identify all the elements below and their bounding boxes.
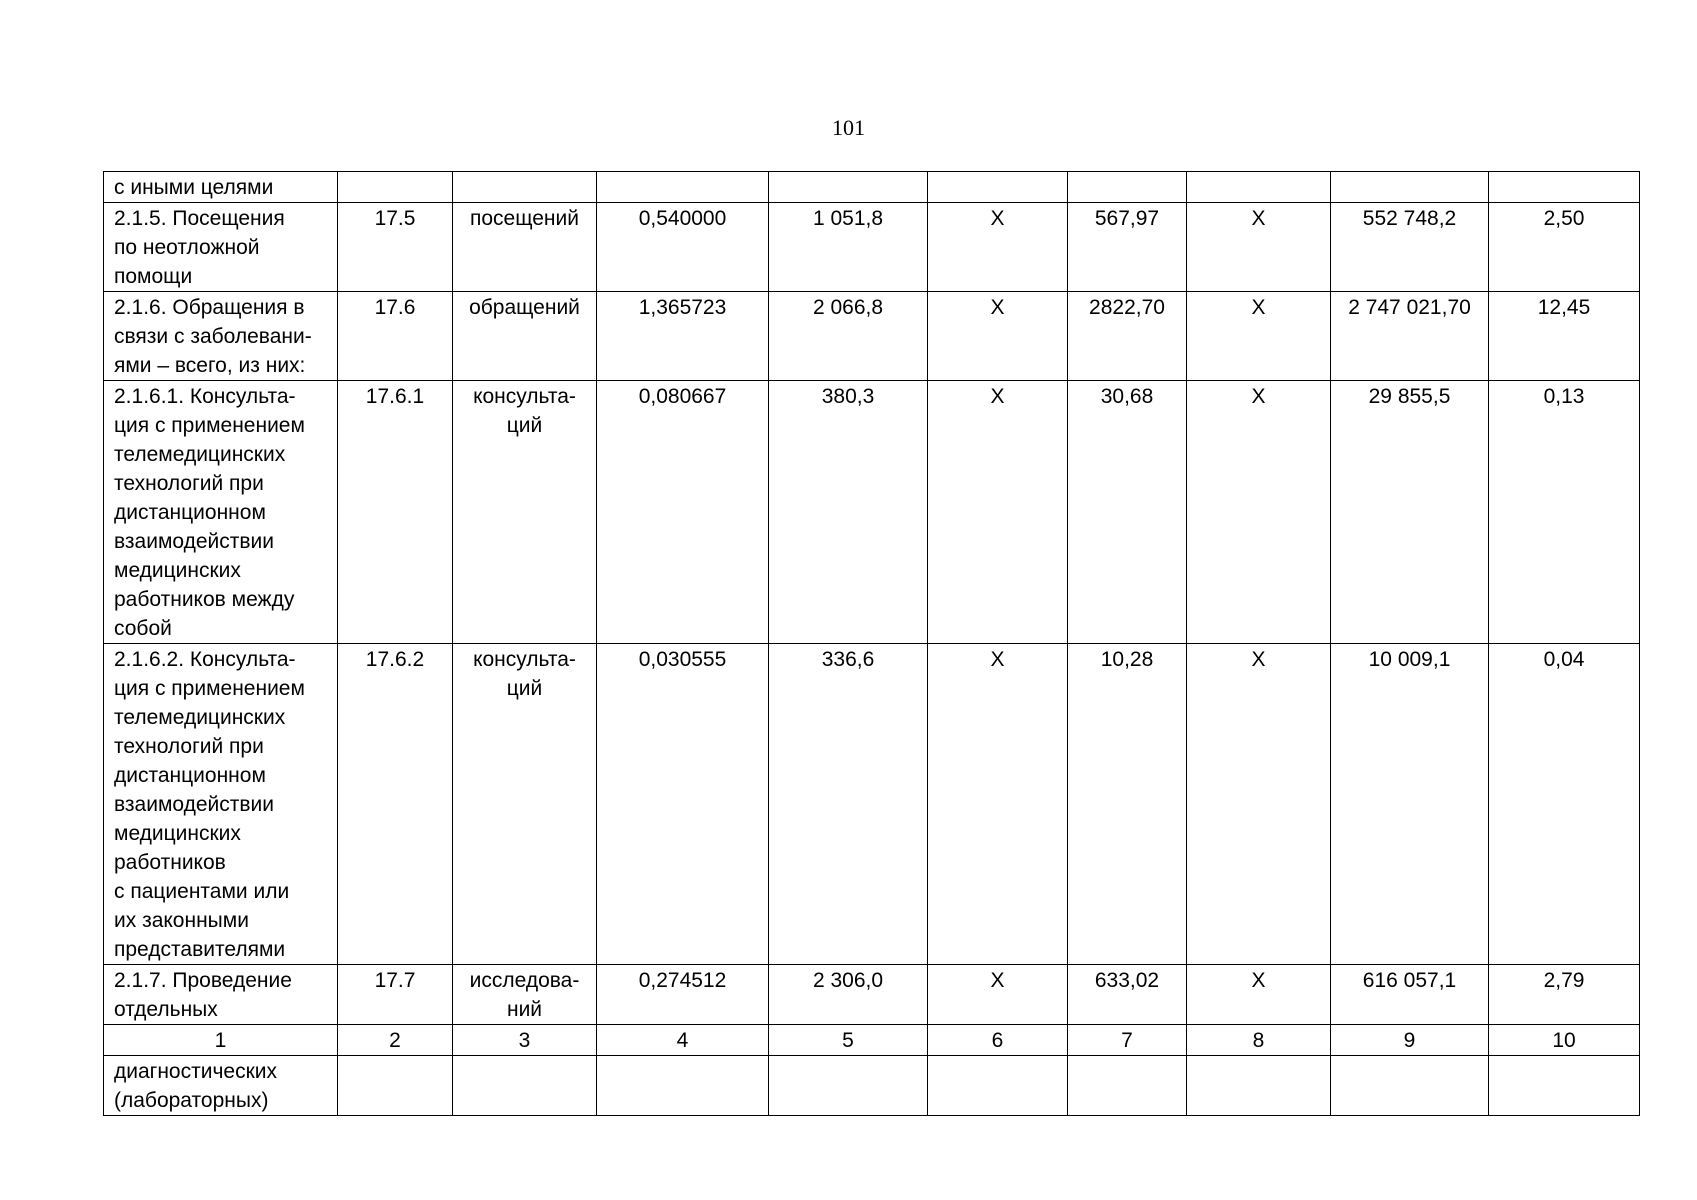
table-cell: [597, 1056, 769, 1116]
table-cell: 17.6.1: [338, 381, 453, 644]
table-cell: 5: [769, 1025, 928, 1056]
table-cell: Х: [1187, 965, 1331, 1025]
table-cell: [1187, 1056, 1331, 1116]
table-cell: 2: [338, 1025, 453, 1056]
table-cell: [338, 1056, 453, 1116]
table-cell: [453, 1056, 597, 1116]
table-cell: [1068, 172, 1187, 203]
table-cell: [1331, 1056, 1489, 1116]
table-cell: 0,080667: [597, 381, 769, 644]
table-cell: Х: [1187, 381, 1331, 644]
table-cell: 17.6.2: [338, 644, 453, 965]
table-cell: Х: [928, 203, 1068, 292]
table-cell: 1,365723: [597, 292, 769, 381]
table-cell: 2.1.5. Посещения по неотложной помощи: [104, 203, 338, 292]
table-cell: 8: [1187, 1025, 1331, 1056]
table-cell: 0,04: [1489, 644, 1640, 965]
table-cell: 2 306,0: [769, 965, 928, 1025]
table-cell: [453, 172, 597, 203]
table-cell: [769, 172, 928, 203]
table-cell: 10 009,1: [1331, 644, 1489, 965]
table-cell: 7: [1068, 1025, 1187, 1056]
table-cell: 0,540000: [597, 203, 769, 292]
table-cell: 17.6: [338, 292, 453, 381]
table-row: [104, 965, 1640, 1025]
table-cell: [769, 1056, 928, 1116]
table-cell: исследова- ний: [453, 965, 597, 1025]
table-cell: диагностических (лабораторных): [104, 1056, 338, 1116]
table-cell: [1489, 172, 1640, 203]
table-cell: 10: [1489, 1025, 1640, 1056]
table-row: [104, 203, 1640, 292]
table-cell: 2.1.6.2. Консульта- ция с применением телемедицинских технологий при дистанционном взаимодействии медицинских работников с пациентами или их законными представителями: [104, 644, 338, 965]
table-cell: 2,50: [1489, 203, 1640, 292]
table-cell: с иными целями: [104, 172, 338, 203]
table-cell: 1: [104, 1025, 338, 1056]
page-number: 101: [832, 115, 865, 140]
table-cell: 0,030555: [597, 644, 769, 965]
table-cell: 6: [928, 1025, 1068, 1056]
table-cell: обращений: [453, 292, 597, 381]
table-cell: 2 066,8: [769, 292, 928, 381]
table-cell: 9: [1331, 1025, 1489, 1056]
table-cell: 2.1.7. Проведение отдельных: [104, 965, 338, 1025]
table-cell: 2.1.6.1. Консульта- ция с применением телемедицинских технологий при дистанционном взаимодействии медицинских работников между собой: [104, 381, 338, 644]
table-cell: [1331, 172, 1489, 203]
table-cell: 2.1.6. Обращения в связи с заболевани- ями – всего, из них:: [104, 292, 338, 381]
table-cell: посещений: [453, 203, 597, 292]
table-cell: 17.7: [338, 965, 453, 1025]
table-cell: 4: [597, 1025, 769, 1056]
table-cell: 380,3: [769, 381, 928, 644]
table-cell: 633,02: [1068, 965, 1187, 1025]
table-cell: [1068, 1056, 1187, 1116]
table-row: [104, 1056, 1640, 1116]
table-cell: 552 748,2: [1331, 203, 1489, 292]
table-cell: 2,79: [1489, 965, 1640, 1025]
table-row: [104, 644, 1640, 965]
table-cell: 30,68: [1068, 381, 1187, 644]
table-cell: Х: [928, 644, 1068, 965]
table-cell: Х: [1187, 203, 1331, 292]
table-cell: 2822,70: [1068, 292, 1187, 381]
data-table: [103, 171, 1640, 1116]
table-cell: 0,274512: [597, 965, 769, 1025]
table-cell: 10,28: [1068, 644, 1187, 965]
table-cell: Х: [928, 965, 1068, 1025]
table-cell: [338, 172, 453, 203]
table-row: [104, 292, 1640, 381]
table-cell: 12,45: [1489, 292, 1640, 381]
column-numbering-row: [104, 1025, 1640, 1056]
table-cell: консульта- ций: [453, 644, 597, 965]
table-cell: 3: [453, 1025, 597, 1056]
table-cell: 17.5: [338, 203, 453, 292]
table-cell: 336,6: [769, 644, 928, 965]
table-cell: 616 057,1: [1331, 965, 1489, 1025]
table-cell: консульта- ций: [453, 381, 597, 644]
table-cell: [928, 1056, 1068, 1116]
table-row: [104, 381, 1640, 644]
table-row: [104, 172, 1640, 203]
table-cell: Х: [1187, 644, 1331, 965]
table-cell: 0,13: [1489, 381, 1640, 644]
table-cell: 2 747 021,70: [1331, 292, 1489, 381]
table-cell: 567,97: [1068, 203, 1187, 292]
table-cell: [1489, 1056, 1640, 1116]
table-cell: Х: [928, 292, 1068, 381]
table-cell: [1187, 172, 1331, 203]
table-cell: 29 855,5: [1331, 381, 1489, 644]
table-cell: Х: [928, 381, 1068, 644]
table-cell: [928, 172, 1068, 203]
table-cell: [597, 172, 769, 203]
table-cell: 1 051,8: [769, 203, 928, 292]
table-cell: Х: [1187, 292, 1331, 381]
